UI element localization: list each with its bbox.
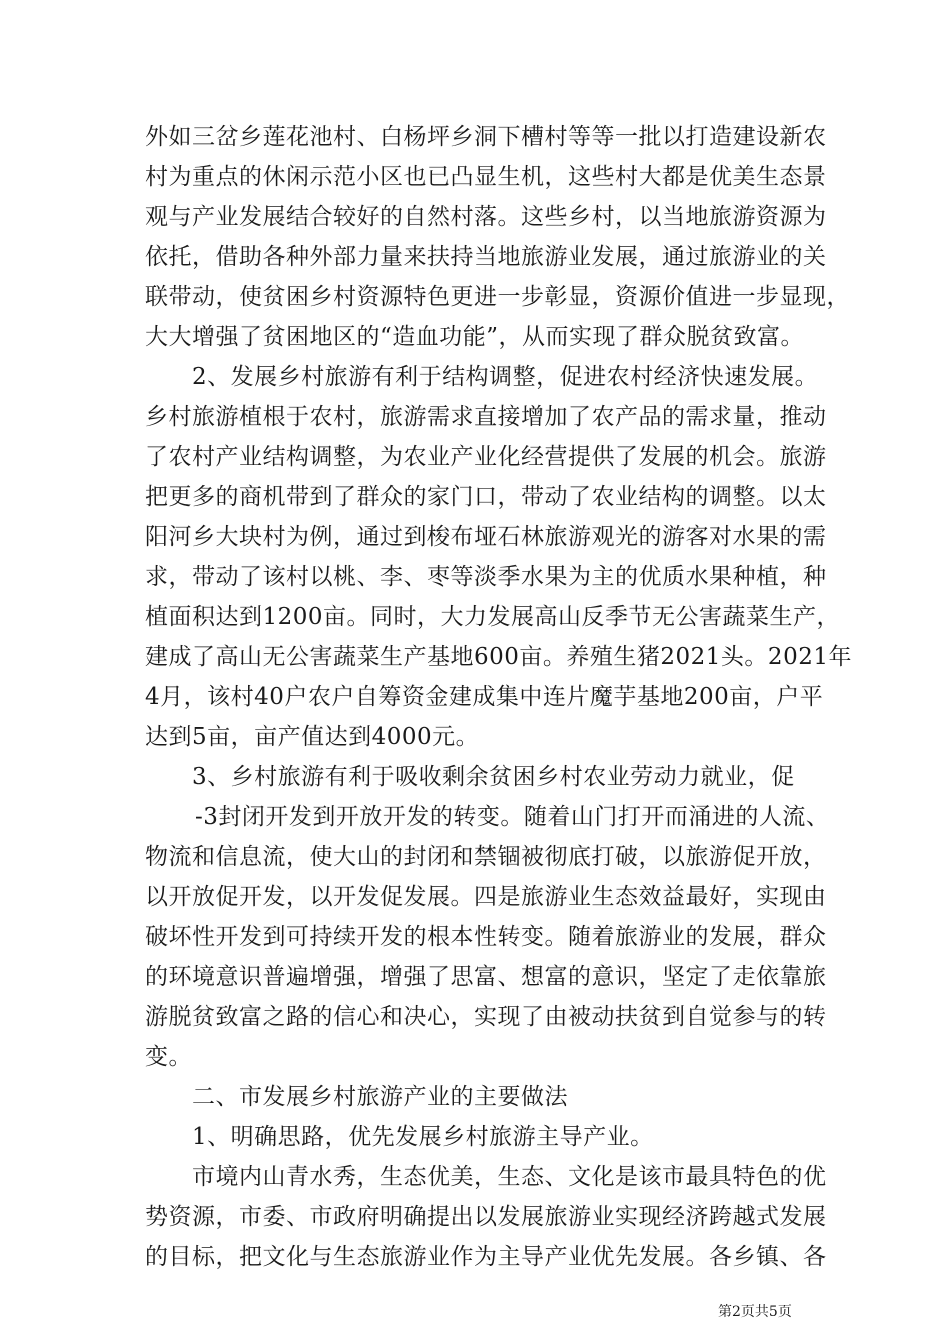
text-line: 村为重点的休闲示范小区也已凸显生机，这些村大都是优美生态景	[145, 164, 827, 190]
paragraph-heading: 3、乡村旅游有利于吸收剩余贫困乡村农业劳动力就业，促	[192, 764, 795, 790]
text-line: 市境内山青水秀，生态优美，生态、文化是该市最具特色的优	[192, 1164, 827, 1190]
text-line: 变。	[145, 1044, 192, 1070]
text-line: 以开放促开发，以开发促发展。四是旅游业生态效益最好，实现由	[145, 884, 827, 910]
text-line: 势资源，市委、市政府明确提出以发展旅游业实现经济跨越式发展	[145, 1204, 827, 1230]
text-line: 植面积达到1200亩。同时，大力发展高山反季节无公害蔬菜生产，	[145, 604, 841, 630]
text-line: 依托，借助各种外部力量来扶持当地旅游业发展，通过旅游业的关	[145, 244, 827, 270]
text-line: 物流和信息流，使大山的封闭和禁锢被彻底打破，以旅游促开放，	[145, 844, 827, 870]
text-line: 破坏性开发到可持续开发的根本性转变。随着旅游业的发展，群众	[145, 924, 827, 950]
section-heading: 二、市发展乡村旅游产业的主要做法	[192, 1084, 568, 1110]
text-line: 乡村旅游植根于农村，旅游需求直接增加了农产品的需求量，推动	[145, 404, 827, 430]
page-number: 第2页共5页	[718, 1304, 792, 1320]
text-line: 的环境意识普遍增强，增强了思富、想富的意识，坚定了走依靠旅	[145, 964, 827, 990]
text-line: 了农村产业结构调整，为农业产业化经营提供了发展的机会。旅游	[145, 444, 827, 470]
text-line: 建成了高山无公害蔬菜生产基地600亩。养殖生猪2021头。2021年	[145, 644, 852, 670]
text-line: 求，带动了该村以桃、李、枣等淡季水果为主的优质水果种植，种	[145, 564, 827, 590]
text-line: 观与产业发展结合较好的自然村落。这些乡村，以当地旅游资源为	[145, 204, 827, 230]
text-line: 大大增强了贫困地区的“造血功能”，从而实现了群众脱贫致富。	[145, 324, 805, 350]
text-line: 把更多的商机带到了群众的家门口，带动了农业结构的调整。以太	[145, 484, 827, 510]
text-line: 阳河乡大块村为例，通过到梭布垭石林旅游观光的游客对水果的需	[145, 524, 827, 550]
text-line: 外如三岔乡莲花池村、白杨坪乡洞下槽村等等一批以打造建设新农	[145, 124, 827, 150]
paragraph-heading: 1、明确思路，优先发展乡村旅游主导产业。	[192, 1124, 654, 1150]
text-line: 的目标，把文化与生态旅游业作为主导产业优先发展。各乡镇、各	[145, 1244, 827, 1270]
paragraph-heading: 2、发展乡村旅游有利于结构调整，促进农村经济快速发展。	[192, 364, 819, 390]
text-line: 游脱贫致富之路的信心和决心，实现了由被动扶贫到自觉参与的转	[145, 1004, 827, 1030]
text-line: -3封闭开发到开放开发的转变。随着山门打开而涌进的人流、	[195, 804, 830, 830]
text-line: 达到5亩，亩产值达到4000元。	[145, 724, 480, 750]
text-line: 联带动，使贫困乡村资源特色更进一步彰显，资源价值进一步显现，	[145, 284, 850, 310]
text-line: 4月，该村40户农户自筹资金建成集中连片魔芋基地200亩，户平	[145, 684, 824, 710]
